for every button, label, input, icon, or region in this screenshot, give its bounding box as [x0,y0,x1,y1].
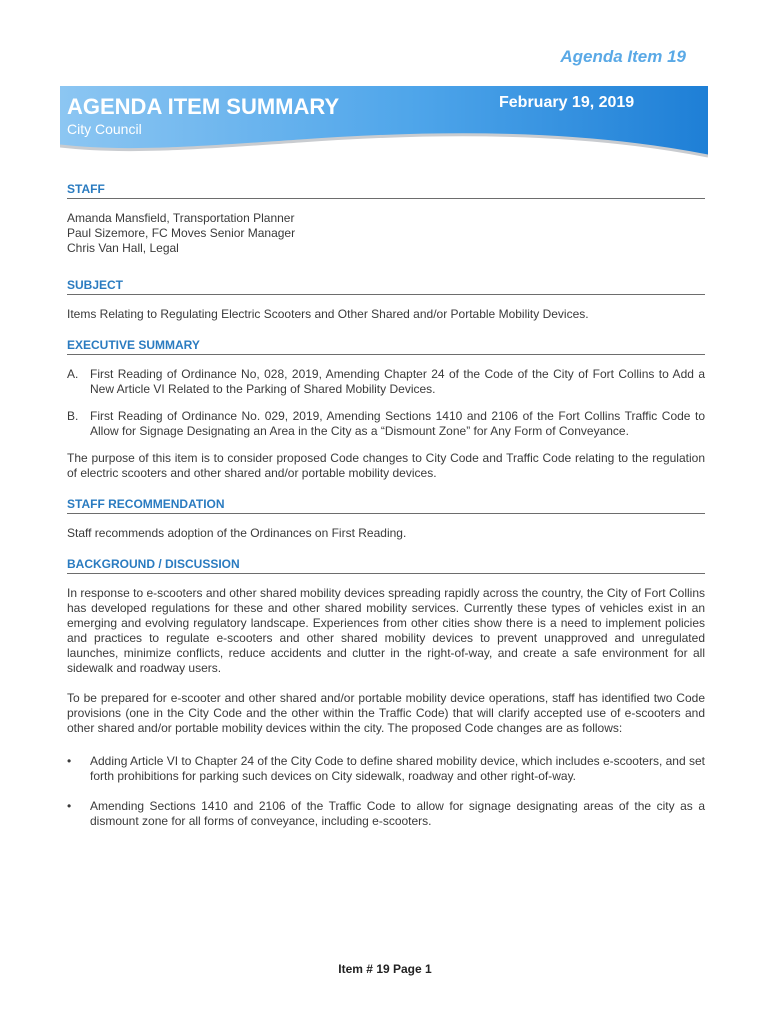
background-section [67,557,705,829]
subject-section [67,278,705,322]
list-item [67,754,705,784]
ordinance-item [67,409,705,439]
page-title: AGENDA ITEM SUMMARY [67,94,340,119]
staff-recommendation-heading: STAFF RECOMMENDATION [67,497,705,514]
executive-summary-section [67,338,705,481]
subject-text: Items Relating to Regulating Electric Scooters and Other Shared and/or Portable Mobility Devices. [67,307,589,321]
staff-member: Chris Van Hall, Legal [67,241,179,255]
staff-section [67,182,705,256]
document-body [67,182,705,844]
code-changes-list [67,754,705,829]
background-heading: BACKGROUND / DISCUSSION [67,557,705,574]
subject-heading: SUBJECT [67,278,705,295]
ordinance-list [67,367,705,439]
background-paragraph: In response to e-scooters and other shared mobility devices spreading rapidly across the country, the City of Fort Collins has developed regulations for these and other shared mobility services. Currently these types of vehicles exist in an emerging and evolving regulatory landscape. Experiences from other cities show there is a need to implement policies and practices to regulate e-scooters and other shared mobility devices to prevent unapproved and unregulated launches, minimize conflicts, reduce accidents and clutter in the right-of-way, and create a safe environment for all sidewalk and roadway users. [67,586,705,675]
bullet-icon: • [67,799,72,813]
list-item-text: Adding Article VI to Chapter 24 of the City Code to define shared mobility device, which includes e-scooters, and set forth prohibitions for parking such devices on City sidewalk, roadway and other right-of-way. [90,754,705,783]
list-item-text: Amending Sections 1410 and 2106 of the Traffic Code to allow for signage designating areas of the city as a dismount zone for all forms of conveyance, including e-scooters. [90,799,705,828]
ordinance-item [67,367,705,397]
purpose-text: The purpose of this item is to consider proposed Code changes to City Code and Traffic Code relating to the regulation of electric scooters and other shared and/or portable mobility devices. [67,451,705,480]
council-subtitle: City Council [67,121,142,137]
staff-member: Paul Sizemore, FC Moves Senior Manager [67,226,296,240]
staff-heading: STAFF [67,182,705,199]
bullet-icon: • [67,754,72,768]
meeting-date: February 19, 2019 [499,94,635,111]
ordinance-text: First Reading of Ordinance No. 029, 2019, Amending Sections 1410 and 2106 of the Fort Collins Traffic Code to Allow for Signage Designating an Area in the City as a “Dismount Zone” for Any Form of Conveyance. [90,409,705,438]
background-paragraph: To be prepared for e-scooter and other shared and/or portable mobility device operations, staff has identified two Code provisions (one in the City Code and the other within the Traffic Code) that will clarify accepted use of e-scooters and other shared and/or portable mobility devices within the city. The proposed Code changes are as follows: [67,691,705,735]
page-footer: Item # 19 Page 1 [338,962,432,976]
ordinance-marker: A. [67,367,79,381]
agenda-item-label: Agenda Item 19 [560,47,686,66]
ordinance-text: First Reading of Ordinance No, 028, 2019, Amending Chapter 24 of the Code of the City of Fort Collins to Add a New Article VI Related to the Parking of Shared Mobility Devices. [90,367,705,396]
ordinance-marker: B. [67,409,79,423]
staff-list [67,211,705,256]
staff-recommendation-section [67,497,705,541]
recommendation-text: Staff recommends adoption of the Ordinances on First Reading. [67,526,407,540]
staff-member: Amanda Mansfield, Transportation Planner [67,211,295,225]
summary-banner [60,86,708,166]
executive-summary-heading: EXECUTIVE SUMMARY [67,338,705,355]
list-item [67,799,705,829]
